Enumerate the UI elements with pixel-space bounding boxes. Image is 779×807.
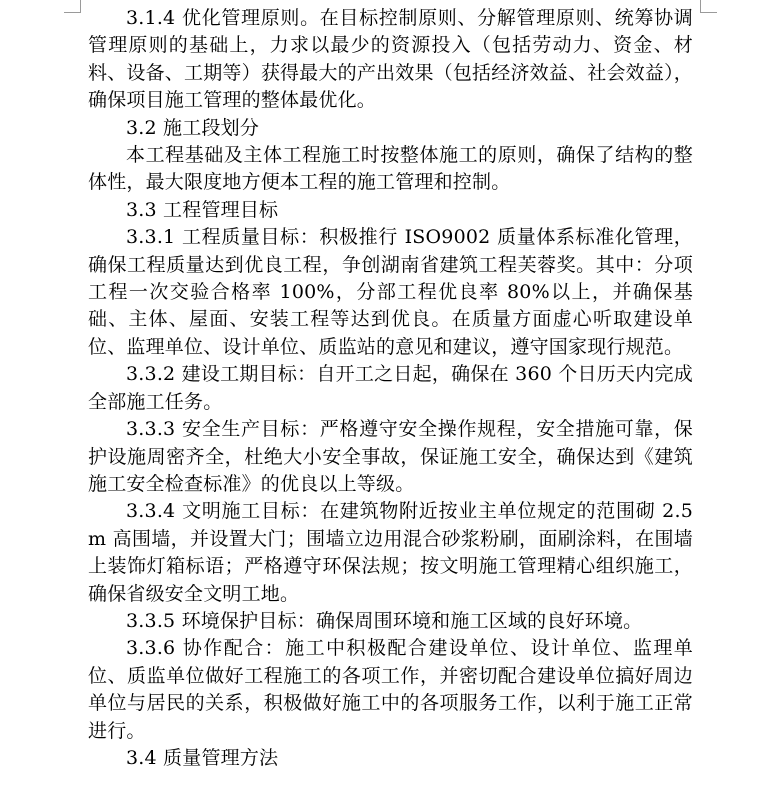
paragraph-3-3-6: 3.3.6 协作配合：施工中积极配合建设单位、设计单位、监理单位、质监单位做好工程施工的各项工作，并密切配合建设单位搞好周边单位与居民的关系，积极做好施工中的各项服务工作，以利于施工正常进行。 — [88, 637, 693, 742]
paragraph-3-2-body: 本工程基础及主体工程施工时按整体施工的原则，确保了结构的整体性，最大限度地方便本工程的施工管理和控制。 — [88, 144, 693, 194]
paragraph-3-1-4: 3.1.4 优化管理原则。在目标控制原则、分解管理原则、统筹协调管理原则的基础上，力求以最少的资源投入（包括劳动力、资金、材料、设备、工期等）获得最大的产出效果（包括经济效益、社会效益），确保项目施工管理的整体最优化。 — [88, 7, 693, 112]
paragraph-3-3-3: 3.3.3 安全生产目标：严格遵守安全操作规程，安全措施可靠，保护设施周密齐全，杜绝大小安全事故，保证施工安全，确保达到《建筑施工安全检查标准》的优良以上等级。 — [88, 418, 693, 495]
heading-3-3: 3.3 工程管理目标 — [126, 198, 279, 221]
heading-3-2: 3.2 施工段划分 — [126, 116, 260, 139]
paragraph-3-3-4: 3.3.4 文明施工目标：在建筑物附近按业主单位规定的范围砌 2.5m 高围墙，并设置大门；围墙立边用混合砂浆粉刷，面刷涂料，在围墙上装饰灯箱标语；严格遵守环保法规；按文明施工管理精心组织施工，确保省级安全文明工地。 — [88, 500, 693, 605]
paragraph-3-3-5: 3.3.5 环境保护目标：确保周围环境和施工区域的良好环境。 — [126, 609, 643, 632]
paragraph-3-3-2: 3.3.2 建设工期目标：自开工之日起，确保在 360 个日历天内完成全部施工任务。 — [88, 363, 693, 413]
paragraph-3-3-1: 3.3.1 工程质量目标：积极推行 ISO9002 质量体系标准化管理，确保工程质量达到优良工程，争创湖南省建筑工程芙蓉奖。其中：分项工程一次交验合格率 100%，分部工程优良率 80%以上，并确保基础、主体、屋面、安装工程等达到优良。在质量方面虚心听取建设单位、监理单位、设计单位、质监站的意见和建议，遵守国家现行规范。 — [88, 226, 693, 358]
heading-3-4: 3.4 质量管理方法 — [126, 746, 279, 769]
page-corner-mark-left — [64, 0, 81, 13]
document-body — [88, 5, 693, 772]
page-corner-mark-right — [700, 0, 717, 13]
